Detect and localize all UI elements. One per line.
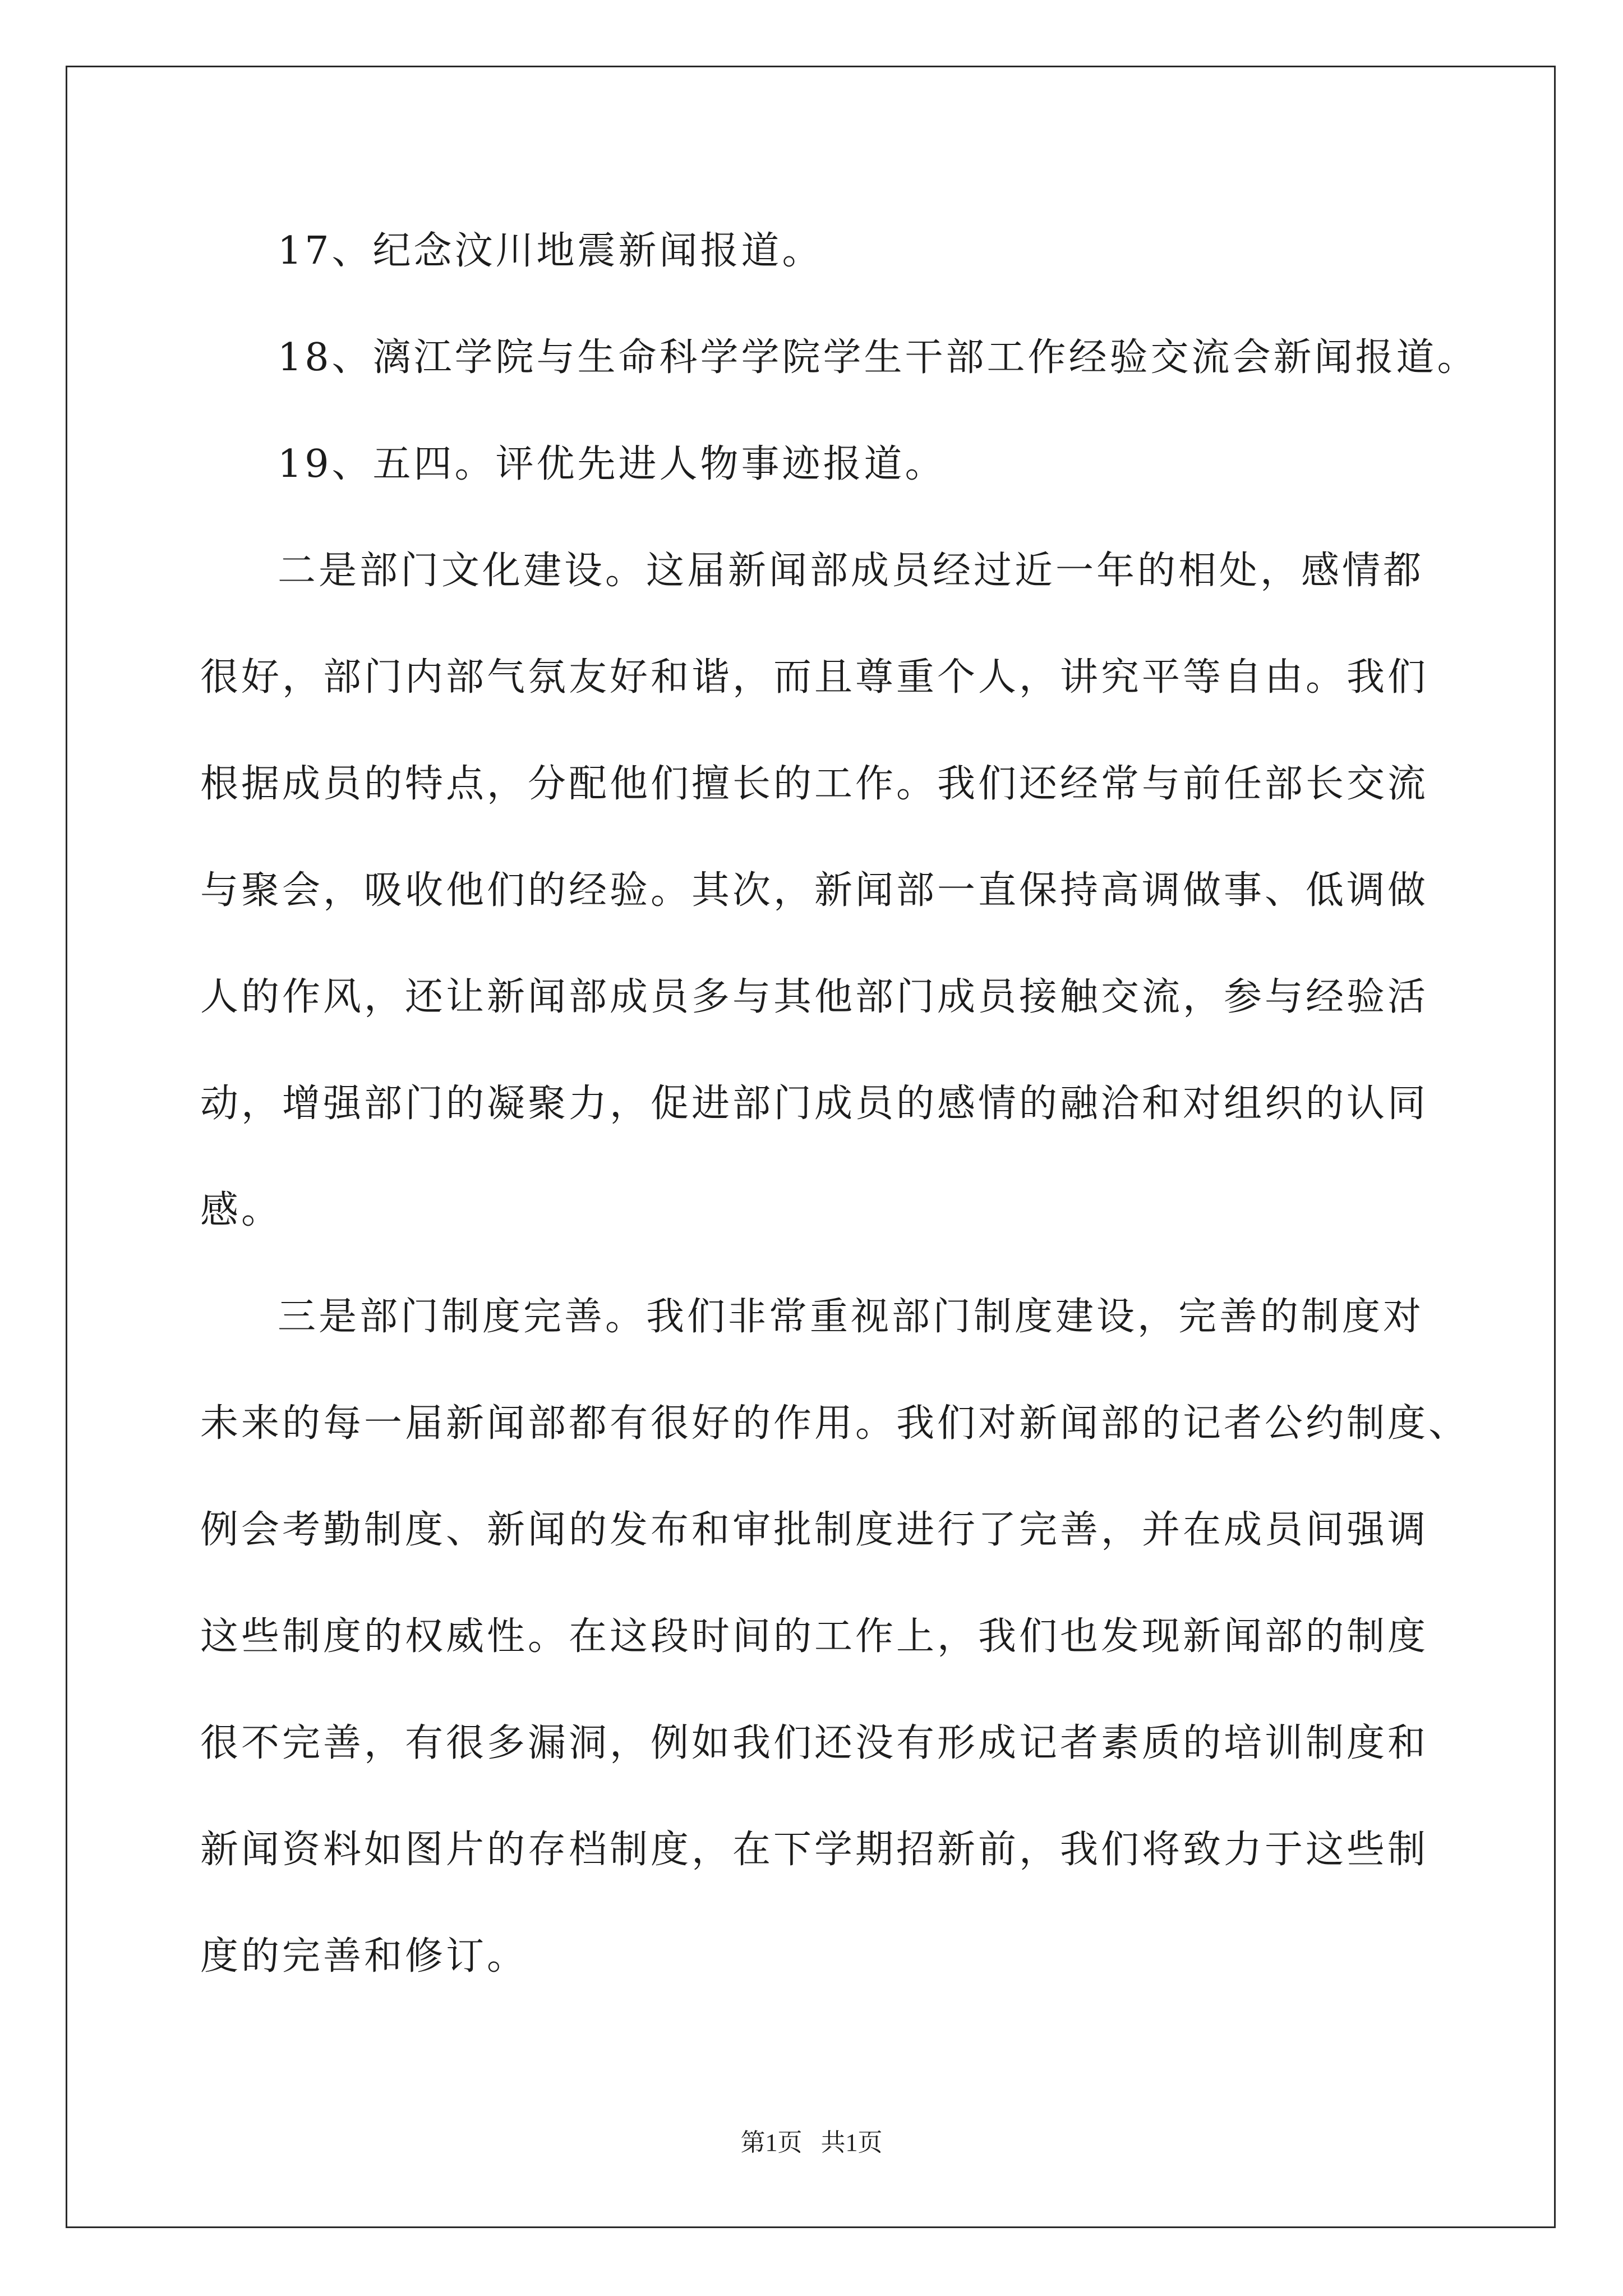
paragraph-line: 17、纪念汶川地震新闻报道。 (278, 229, 823, 273)
paragraph-line: 很好，部门内部气氛友好和谐，而且尊重个人，讲究平等自由。我们 (200, 655, 1429, 700)
paragraph-line: 根据成员的特点，分配他们擅长的工作。我们还经常与前任部长交流 (200, 762, 1429, 806)
document-body (200, 198, 1524, 2010)
paragraph-line: 人的作风，还让新闻部成员多与其他部门成员接触交流，参与经验活 (200, 975, 1429, 1019)
paragraph-department-rules (200, 1264, 1524, 2010)
paragraph-line: 感。 (200, 1188, 283, 1232)
paragraph-line: 二是部门文化建设。这届新闻部成员经过近一年的相处，感情都 (278, 549, 1424, 593)
paragraph-line: 动，增强部门的凝聚力，促进部门成员的感情的融洽和对组织的认同 (200, 1082, 1429, 1126)
paragraph-line: 三是部门制度完善。我们非常重视部门制度建设，完善的制度对 (278, 1295, 1424, 1339)
list-item-19 (200, 411, 1524, 518)
paragraph-line: 度的完善和修订。 (200, 1934, 528, 1978)
paragraph-line: 新闻资料如图片的存档制度，在下学期招新前，我们将致力于这些制 (200, 1828, 1429, 1872)
paragraph-line: 例会考勤制度、新闻的发布和审批制度进行了完善，并在成员间强调 (200, 1508, 1429, 1552)
paragraph-line: 18、漓江学院与生命科学学院学生干部工作经验交流会新闻报道。 (278, 335, 1478, 380)
paragraph-line: 很不完善，有很多漏洞，例如我们还没有形成记者素质的培训制度和 (200, 1721, 1429, 1765)
paragraph-line: 这些制度的权威性。在这段时间的工作上，我们也发现新闻部的制度 (200, 1614, 1429, 1659)
list-item-18 (200, 305, 1524, 411)
paragraph-line: 与聚会，吸收他们的经验。其次，新闻部一直保持高调做事、低调做 (200, 868, 1429, 913)
page-number-footer: 第1页 共1页 (740, 2129, 883, 2156)
paragraph-department-culture (200, 518, 1524, 1264)
paragraph-line: 未来的每一届新闻部都有很好的作用。我们对新闻部的记者公约制度、 (200, 1401, 1470, 1446)
list-item-17 (200, 198, 1524, 305)
paragraph-line: 19、五四。评优先进人物事迹报道。 (278, 442, 946, 486)
